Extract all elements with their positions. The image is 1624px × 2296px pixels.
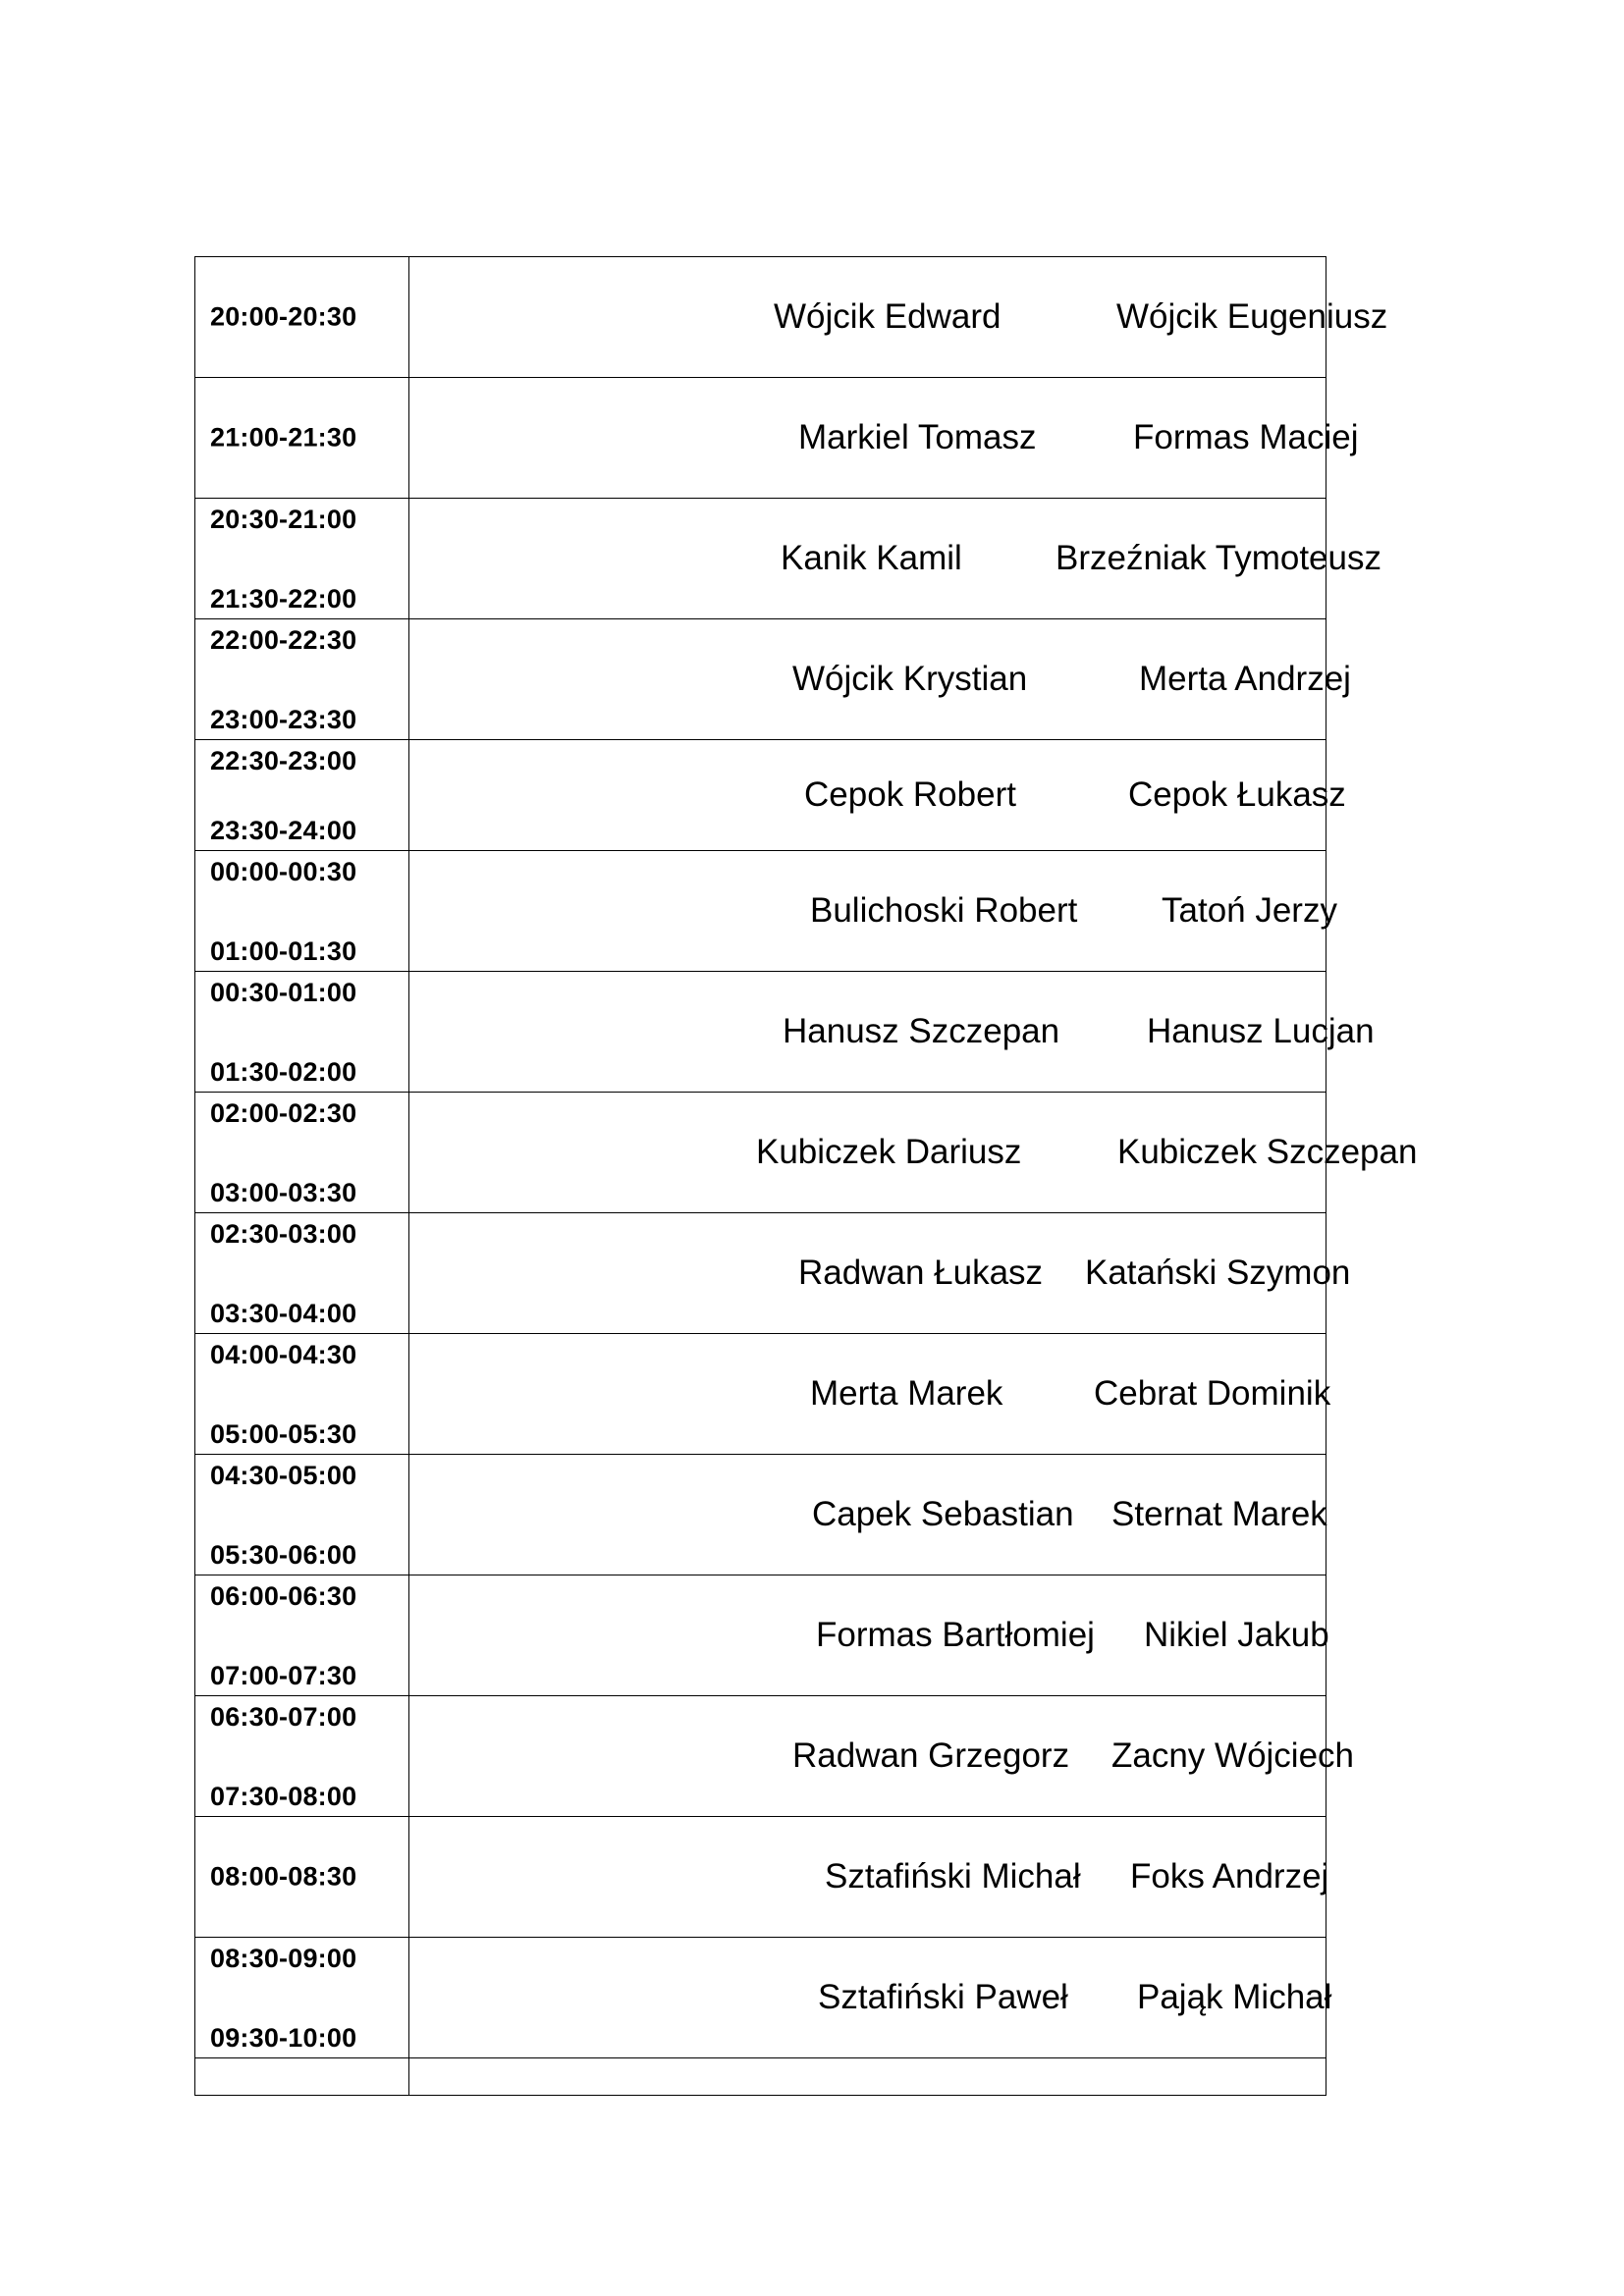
schedule-row <box>195 1817 1326 1938</box>
time-slot: 20:00-20:30 <box>210 301 357 332</box>
person-name-1: Kanik Kamil <box>781 539 962 577</box>
time-slot-first: 02:00-02:30 <box>210 1098 357 1128</box>
time-slot-first: 04:00-04:30 <box>210 1340 357 1369</box>
names-cell <box>409 851 1337 972</box>
time-slot-first: 04:30-05:00 <box>210 1461 357 1490</box>
time-cell <box>195 740 409 851</box>
person-name-2: Tatoń Jerzy <box>1162 891 1337 930</box>
names-cell <box>409 1213 1351 1334</box>
schedule-row <box>195 851 1326 972</box>
person-name-2: Katański Szymon <box>1085 1254 1351 1292</box>
person-name-1: Merta Marek <box>810 1374 1003 1413</box>
time-cell <box>195 1334 409 1455</box>
time-slot-second: 07:00-07:30 <box>210 1661 357 1690</box>
duty-schedule-table <box>194 256 1418 2096</box>
person-name-2: Cebrat Dominik <box>1094 1374 1331 1413</box>
schedule-row <box>195 378 1326 499</box>
time-slot-first: 22:00-22:30 <box>210 625 357 655</box>
time-cell <box>195 1575 409 1696</box>
schedule-row <box>195 1334 1326 1455</box>
empty-names-cell <box>409 2058 1326 2096</box>
names-cell <box>409 1334 1331 1455</box>
time-slot-first: 06:00-06:30 <box>210 1581 357 1611</box>
time-slot-second: 23:30-24:00 <box>210 816 357 845</box>
person-name-2: Kubiczek Szczepan <box>1117 1133 1418 1171</box>
names-cell <box>409 1938 1332 2058</box>
schedule-row <box>195 740 1326 851</box>
time-slot: 21:00-21:30 <box>210 422 357 453</box>
schedule-row <box>195 619 1326 740</box>
names-cell <box>409 1575 1329 1696</box>
person-name-2: Formas Maciej <box>1133 418 1359 456</box>
time-cell <box>195 1817 409 1938</box>
person-name-1: Radwan Łukasz <box>798 1254 1044 1292</box>
person-name-1: Wójcik Krystian <box>792 660 1028 698</box>
schedule-row <box>195 1575 1326 1696</box>
person-name-2: Wójcik Eugeniusz <box>1116 297 1388 336</box>
time-cell <box>195 619 409 740</box>
time-cell <box>195 972 409 1093</box>
time-slot-first: 00:30-01:00 <box>210 978 357 1007</box>
person-name-1: Sztafiński Paweł <box>818 1978 1068 2016</box>
schedule-row <box>195 1093 1326 1213</box>
person-name-2: Cepok Łukasz <box>1128 775 1346 814</box>
person-name-1: Markiel Tomasz <box>798 418 1037 456</box>
names-cell <box>409 1817 1329 1938</box>
names-cell <box>409 619 1351 740</box>
names-cell <box>409 257 1388 378</box>
person-name-2: Hanusz Lucjan <box>1147 1012 1375 1050</box>
time-slot-second: 03:30-04:00 <box>210 1299 357 1328</box>
schedule-row <box>195 1696 1326 1817</box>
time-cell <box>195 1938 409 2058</box>
time-slot-second: 05:30-06:00 <box>210 1540 357 1570</box>
person-name-1: Formas Bartłomiej <box>816 1616 1095 1654</box>
person-name-2: Zacny Wójciech <box>1111 1736 1355 1775</box>
time-slot-first: 02:30-03:00 <box>210 1219 357 1249</box>
time-slot: 08:00-08:30 <box>210 1861 357 1892</box>
names-cell <box>409 972 1375 1093</box>
person-name-1: Sztafiński Michał <box>825 1857 1081 1896</box>
person-name-1: Bulichoski Robert <box>810 891 1078 930</box>
empty-time-cell <box>195 2058 409 2096</box>
names-cell <box>409 1696 1355 1817</box>
person-name-2: Nikiel Jakub <box>1144 1616 1329 1654</box>
person-name-1: Cepok Robert <box>804 775 1016 814</box>
time-slot-second: 01:30-02:00 <box>210 1057 357 1087</box>
time-slot-first: 08:30-09:00 <box>210 1944 357 1973</box>
person-name-2: Sternat Marek <box>1111 1495 1327 1533</box>
names-cell <box>409 499 1381 619</box>
time-slot-first: 00:00-00:30 <box>210 857 357 886</box>
time-slot-first: 06:30-07:00 <box>210 1702 357 1732</box>
time-cell <box>195 1093 409 1213</box>
time-slot-second: 05:00-05:30 <box>210 1419 357 1449</box>
time-cell <box>195 1213 409 1334</box>
schedule-row <box>195 1213 1326 1334</box>
time-slot-second: 01:00-01:30 <box>210 936 357 966</box>
time-cell <box>195 257 409 378</box>
time-cell <box>195 378 409 499</box>
person-name-1: Kubiczek Dariusz <box>756 1133 1022 1171</box>
schedule-row <box>195 972 1326 1093</box>
person-name-1: Radwan Grzegorz <box>792 1736 1070 1775</box>
time-slot-second: 21:30-22:00 <box>210 584 357 614</box>
time-cell <box>195 1696 409 1817</box>
names-cell <box>409 1093 1418 1213</box>
time-cell <box>195 499 409 619</box>
person-name-2: Merta Andrzej <box>1139 660 1351 698</box>
names-cell <box>409 1455 1326 1575</box>
empty-row <box>195 2058 1326 2096</box>
time-slot-second: 23:00-23:30 <box>210 705 357 734</box>
time-slot-second: 07:30-08:00 <box>210 1782 357 1811</box>
time-slot-second: 03:00-03:30 <box>210 1178 357 1207</box>
time-cell <box>195 851 409 972</box>
person-name-1: Wójcik Edward <box>774 297 1001 336</box>
time-slot-first: 22:30-23:00 <box>210 746 357 775</box>
person-name-2: Pająk Michał <box>1137 1978 1332 2016</box>
time-slot-first: 20:30-21:00 <box>210 505 357 534</box>
schedule-row <box>195 257 1326 378</box>
schedule-row <box>195 499 1326 619</box>
time-cell <box>195 1455 409 1575</box>
person-name-2: Brzeźniak Tymoteusz <box>1056 539 1381 577</box>
names-cell <box>409 740 1346 851</box>
person-name-2: Foks Andrzej <box>1130 1857 1329 1896</box>
names-cell <box>409 378 1359 499</box>
person-name-1: Hanusz Szczepan <box>783 1012 1060 1050</box>
person-name-1: Capek Sebastian <box>812 1495 1074 1533</box>
time-slot-second: 09:30-10:00 <box>210 2023 357 2053</box>
schedule-row <box>195 1938 1326 2058</box>
schedule-row <box>195 1455 1326 1575</box>
